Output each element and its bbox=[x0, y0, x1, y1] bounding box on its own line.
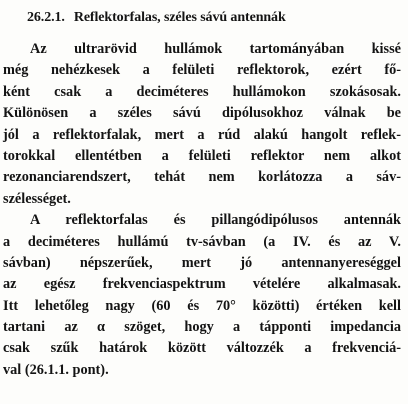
paragraph-line: szélességet. bbox=[3, 190, 71, 207]
section-number: 26.2.1. bbox=[27, 10, 65, 25]
paragraph-line: még nehézkesek a felületi reflektorok, ezért fő- bbox=[3, 62, 401, 79]
paragraph-1 bbox=[3, 39, 401, 210]
paragraph-2 bbox=[3, 210, 401, 381]
paragraph-line: Az ultrarövid hullámok tartományában kissé bbox=[30, 41, 401, 57]
paragraph-line: Különösen a széles sávú dipólusokhoz válnak be bbox=[3, 105, 401, 122]
paragraph-line: Itt lehetőleg nagy (60 és 70° közötti) értéken kell bbox=[3, 297, 401, 314]
section-title: Reflektorfalas, széles sávú antennák bbox=[73, 10, 286, 25]
paragraph-line: az egész frekvenciaspektrum vételére alkalmasak. bbox=[3, 276, 401, 293]
body-text bbox=[3, 39, 401, 381]
paragraph-line: sávban) népszerűek, mert jó antennanyereséggel bbox=[3, 254, 401, 271]
section-heading bbox=[27, 3, 286, 33]
paragraph-line: torokkal ellentétben a felületi reflektor nem alkot bbox=[3, 147, 401, 164]
paragraph-line: csak szűk határok között változzék a frekvenciá- bbox=[3, 340, 401, 357]
paragraph-line: val (26.1.1. pont). bbox=[3, 361, 109, 378]
paragraph-line: a deciméteres hullámú tv-sávban (a IV. és az V. bbox=[3, 233, 401, 250]
paragraph-line: jól a reflektorfalak, mert a rúd alakú hangolt reflek- bbox=[3, 126, 401, 143]
paragraph-line: A reflektorfalas és pillangódipólusos antennák bbox=[30, 212, 401, 229]
paragraph-line: rezonanciarendszert, tehát nem korlátozza a sáv- bbox=[3, 169, 401, 186]
paragraph-line: ként csak a deciméteres hullámokon szokásosak. bbox=[3, 83, 401, 100]
paragraph-line: tartani az α szöget, hogy a tápponti impedancia bbox=[3, 319, 401, 336]
